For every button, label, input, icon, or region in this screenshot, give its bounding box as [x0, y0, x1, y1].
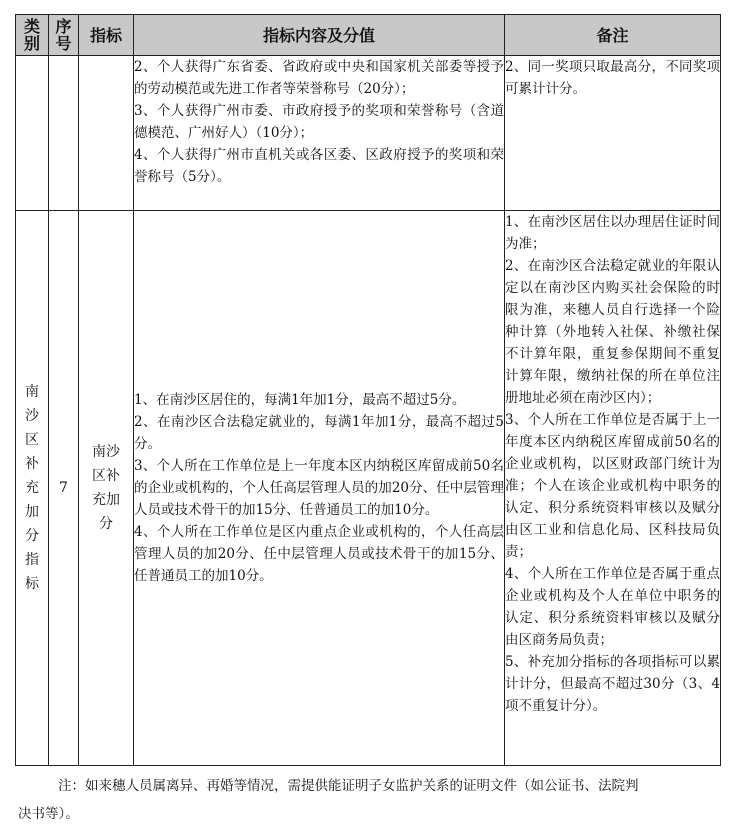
- category-label: 南沙区补充加分指标: [24, 384, 39, 592]
- content-item: 2、在南沙区合法稳定就业的，每满1年加1分，最高不超过5分。: [134, 414, 504, 452]
- table-row-nansha: [16, 211, 721, 766]
- remarks-item: 5、补充加分指标的各项指标可以累计计分，但最高不超过30分（3、4项不重复计分）。: [505, 654, 720, 714]
- content-item: 4、个人所在工作单位是区内重点企业或机构的，个人任高层管理人员的加20分、任中层管理人员或技术骨干的加15分、任普通员工的加10分。: [134, 524, 504, 584]
- content-cell: [134, 56, 505, 211]
- seq-cell: [49, 211, 79, 766]
- remarks-cell: [505, 56, 721, 211]
- content-item: 3、个人获得广州市委、市政府授予的奖项和荣誉称号（含道德模范、广州好人）（10分）；: [134, 103, 504, 141]
- table-row: [16, 56, 721, 211]
- remarks-item: 4、个人所在工作单位是否属于重点企业或机构及个人在单位中职务的认定、积分系统资料审核以及赋分由区商务局负责；: [505, 566, 720, 648]
- table-header-row: [16, 15, 721, 56]
- header-seq: 序号: [49, 15, 79, 56]
- remarks-item: 2、同一奖项只取最高分，不同奖项可累计计分。: [505, 59, 720, 97]
- remarks-item: 1、在南沙区居住以办理居住证时间为准；: [505, 214, 720, 252]
- remarks-item: 3、个人所在工作单位是否属于上一年度本区内纳税区库留成前50名的企业或机构，以区财政部门统计为准；个人在该企业或机构中职务的认定、积分系统资料审核以及赋分由区工业和信息化局、区科技局负责；: [505, 412, 720, 560]
- category-cell-empty: [16, 56, 49, 211]
- points-table: [15, 14, 721, 766]
- content-item: 3、个人所在工作单位是上一年度本区内纳税区库留成前50名的企业或机构的，个人任高层管理人员的加20分、任中层管理人员或技术骨干的加15分、任普通员工的加10分。: [134, 458, 504, 518]
- footnote: 注：如来穗人员属离异、再婚等情况，需提供能证明子女监护关系的证明文件（如公证书、法院判决书等）。: [18, 778, 639, 822]
- category-cell: [16, 211, 49, 766]
- indicator-cell-empty: [79, 56, 134, 211]
- remarks-cell: [505, 211, 721, 766]
- header-indicator: 指标: [79, 15, 134, 56]
- header-remarks: 备注: [505, 15, 721, 56]
- content-cell: [134, 211, 505, 766]
- header-content: 指标内容及分值: [134, 15, 505, 56]
- content-item: 4、个人获得广州市直机关或各区委、区政府授予的奖项和荣誉称号（5分）。: [134, 147, 504, 185]
- seq-cell-empty: [49, 56, 79, 211]
- header-category: 类别: [16, 15, 49, 56]
- seq-label: 7: [59, 480, 68, 496]
- content-item: 1、在南沙区居住的，每满1年加1分，最高不超过5分。: [134, 392, 466, 408]
- indicator-cell: [79, 211, 134, 766]
- remarks-item: 2、在南沙区合法稳定就业的年限认定以在南沙区内购买社会保险的时限为准，来穗人员自行选择一个险种计算（外地转入社保、补缴社保不计算年限，重复参保期间不重复计算年限，缴纳社保的所在单位注册地址必须在南沙区内）；: [505, 258, 720, 406]
- indicator-label: 南沙区补充加分: [91, 444, 120, 532]
- content-item: 2、个人获得广东省委、省政府或中央和国家机关部委等授予的劳动模范或先进工作者等荣誉称号（20分）；: [134, 59, 504, 97]
